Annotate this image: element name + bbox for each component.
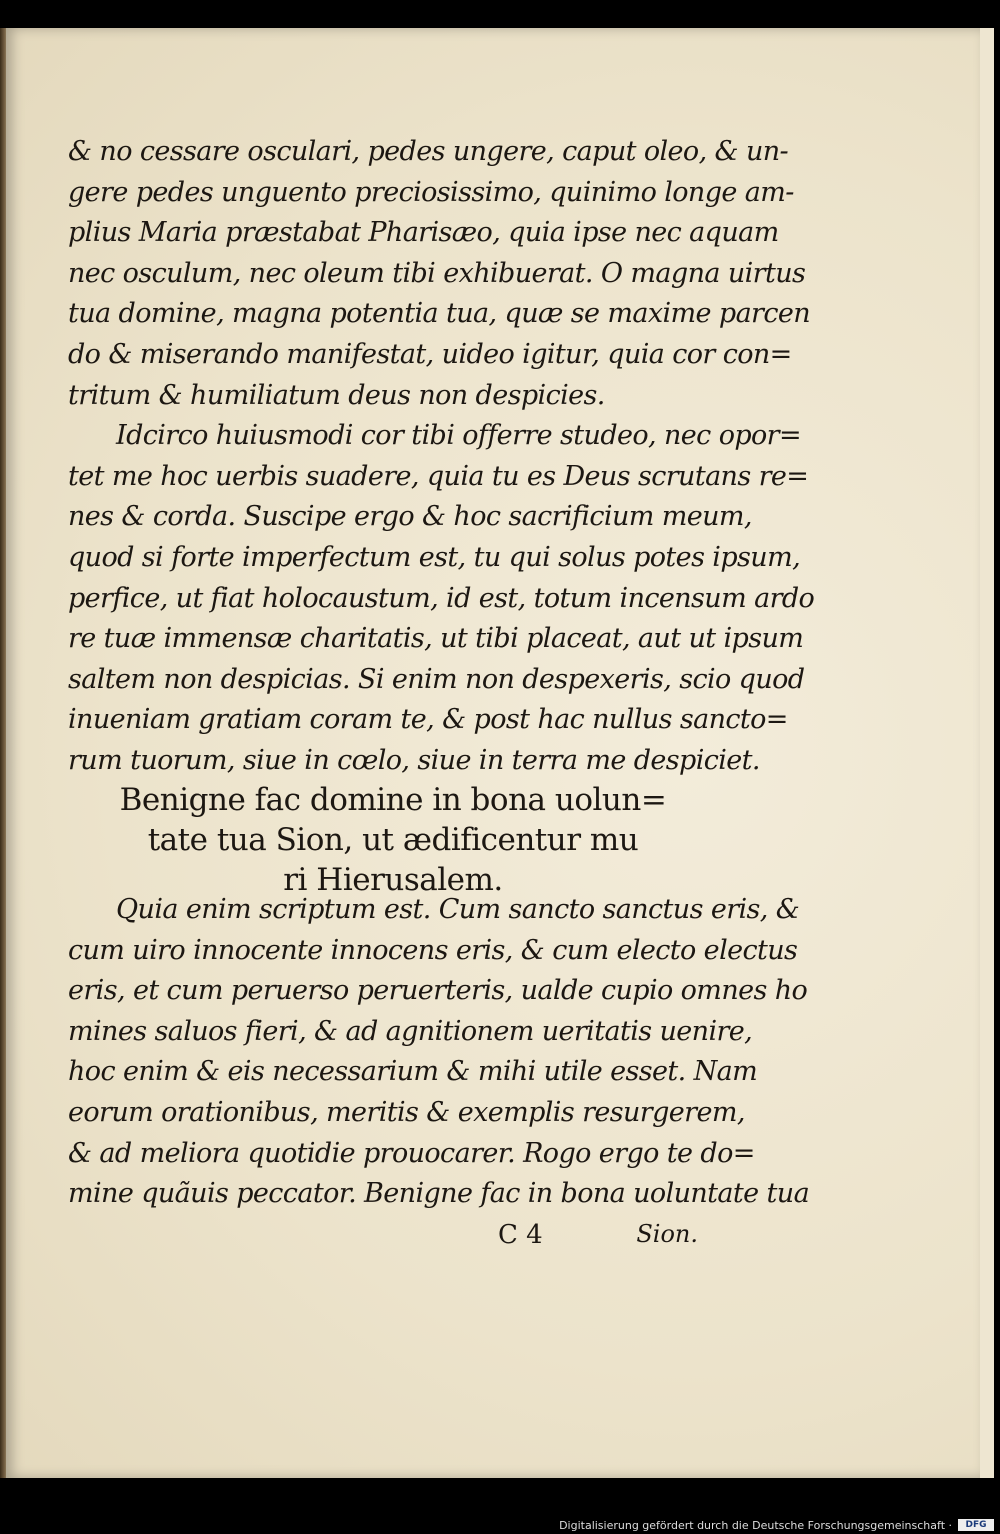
page-footer bbox=[68, 1220, 718, 1254]
text-line: gere pedes unguento preciosissimo, quinimo longe am- bbox=[68, 176, 794, 208]
text-line: hoc enim & eis necessarium & mihi utile esset. Nam bbox=[68, 1056, 758, 1088]
text-line: plius Maria præstabat Pharisæo, quia ipse nec aquam bbox=[68, 217, 779, 249]
paragraph-1 bbox=[68, 132, 815, 782]
text-line: Quia enim scriptum est. Cum sancto sanctus eris, & bbox=[116, 894, 800, 925]
text-line: saltem non despicias. Si enim non despexeris, scio quod bbox=[68, 663, 805, 695]
digitization-credit: Digitalisierung gefördert durch die Deutsche Forschungsgemeinschaft · bbox=[559, 1519, 952, 1532]
heading-line: ri Hierusalem. bbox=[283, 862, 503, 898]
text-line: Idcirco huiusmodi cor tibi offerre studeo, nec opor= bbox=[116, 420, 802, 452]
text-line: tua domine, magna potentia tua, quæ se maxime parcen bbox=[68, 298, 811, 330]
dfg-logo: DFG bbox=[958, 1519, 994, 1531]
heading-line: Benigne fac domine in bona uolun= bbox=[119, 782, 667, 818]
text-line: mines saluos fieri, & ad agnitionem ueritatis uenire, bbox=[68, 1015, 753, 1047]
paragraph-3 bbox=[68, 890, 810, 1215]
heading-line: tate tua Sion, ut ædificentur mu bbox=[147, 822, 639, 858]
text-line: cum uiro innocente innocens eris, & cum electo electus bbox=[68, 934, 798, 966]
catchword: Sion. bbox=[636, 1220, 698, 1248]
signature-mark: C 4 bbox=[498, 1220, 543, 1250]
text-line: & ad meliora quotidie prouocarer. Rogo ergo te do= bbox=[68, 1137, 755, 1169]
text-line: nec osculum, nec oleum tibi exhibuerat. O magna uirtus bbox=[68, 257, 806, 289]
text-line: eris, et cum peruerso peruerteris, ualde cupio omnes ho bbox=[68, 975, 808, 1007]
text-line: do & miserando manifestat, uideo igitur, quia cor con= bbox=[68, 338, 792, 370]
text-line: mine quãuis peccator. Benigne fac in bona uoluntate tua bbox=[68, 1178, 810, 1210]
text-line: inueniam gratiam coram te, & post hac nullus sancto= bbox=[68, 704, 788, 736]
text-line: & no cessare osculari, pedes ungere, caput oleo, & un- bbox=[68, 136, 789, 167]
text-line: quod si forte imperfectum est, tu qui solus potes ipsum, bbox=[68, 541, 801, 573]
text-line: re tuæ immensæ charitatis, ut tibi placeat, aut ut ipsum bbox=[68, 623, 804, 655]
text-line: tet me hoc uerbis suadere, quia tu es Deus scrutans re= bbox=[68, 460, 809, 492]
text-line: tritum & humiliatum deus non despicies. bbox=[68, 379, 605, 411]
text-line: rum tuorum, siue in cœlo, siue in terra me despiciet. bbox=[68, 744, 760, 776]
text-line: perfice, ut fiat holocaustum, id est, totum incensum ardo bbox=[68, 582, 815, 614]
text-line: eorum orationibus, meritis & exemplis resurgerem, bbox=[68, 1096, 745, 1128]
section-heading bbox=[68, 780, 718, 900]
text-line: nes & corda. Suscipe ergo & hoc sacrificium meum, bbox=[68, 501, 752, 533]
